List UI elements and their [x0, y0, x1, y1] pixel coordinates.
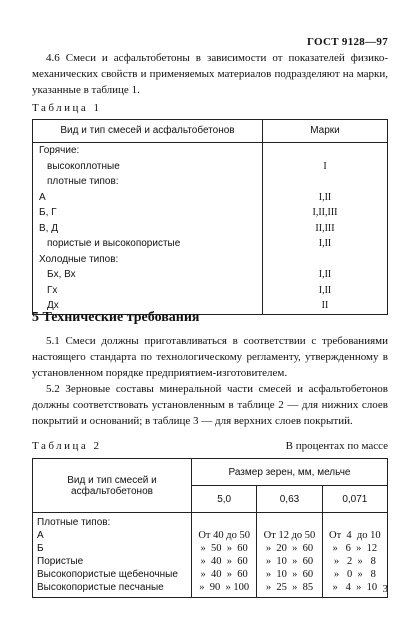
- table2-cell-value: [257, 513, 322, 530]
- table2-header-size: 0,63: [257, 486, 322, 513]
- table2-cell-value: [322, 513, 387, 530]
- table2-row: [33, 542, 388, 555]
- table2: [32, 458, 388, 598]
- table2-cell-value: [192, 513, 257, 530]
- table1-body: [33, 143, 388, 315]
- page-number: 3: [382, 583, 388, 595]
- table2-cell-type: Плотные типов:: [33, 513, 192, 530]
- table1-row: [33, 143, 388, 159]
- table2-cell-value: » 90 » 100: [192, 581, 257, 598]
- table2-cell-value: От 40 до 50: [192, 529, 257, 542]
- table1-header-marks: Марки: [263, 120, 388, 143]
- table1-cell-marks: II,III: [263, 221, 388, 237]
- table1-cell-marks: [263, 252, 388, 268]
- table1-row: [33, 267, 388, 283]
- table2-header-size: 0,071: [322, 486, 387, 513]
- table2-cell-type: Высокопористые щебеночные: [33, 568, 192, 581]
- table2-header-size: 5,0: [192, 486, 257, 513]
- table2-cell-value: » 10 » 60: [257, 555, 322, 568]
- table1-row: [33, 221, 388, 237]
- table2-cell-value: От 12 до 50: [257, 529, 322, 542]
- table1-row: [33, 252, 388, 268]
- table2-cell-value: » 50 » 60: [192, 542, 257, 555]
- paragraph-5-1: 5.1 Смеси должны приготавливаться в соответствии с требованиями настоящего стандарта по технологическому регламенту, утвержденному в установленном порядке предприятием-изготовителем.: [32, 335, 388, 379]
- table1-row: [33, 205, 388, 221]
- table1-cell-type: Бх, Вх: [33, 267, 263, 283]
- table1-caption: Таблица 1: [32, 102, 102, 114]
- table2-cell-value: » 6 » 12: [322, 542, 387, 555]
- table1-cell-type: Горячие:: [33, 143, 263, 159]
- table2-cell-type: Б: [33, 542, 192, 555]
- paragraph-5-2: 5.2 Зерновые составы минеральной части смесей и асфальтобетонов должны соответствовать установленным в таблице 2 — для нижних слоев покрытий и оснований; в таблице 3 — для верхних слоев покрытий.: [32, 383, 388, 427]
- table2-cell-type: Высокопористые песчаные: [33, 581, 192, 598]
- table2-cell-value: » 40 » 60: [192, 555, 257, 568]
- table2-row: [33, 513, 388, 530]
- table1-cell-type: высокоплотные: [33, 159, 263, 175]
- table2-body: [33, 513, 388, 598]
- table2-cell-value: » 2 » 8: [322, 555, 387, 568]
- table1-cell-marks: I,II,III: [263, 205, 388, 221]
- paragraph-4-6: 4.6 Смеси и асфальтобетоны в зависимости от показателей физико-механических свойств и применяемых материалов подразделяют на марки, указанные в таблице 1.: [32, 52, 388, 96]
- document-id: ГОСТ 9128—97: [306, 36, 388, 48]
- table2-cell-value: » 10 » 60: [257, 568, 322, 581]
- table1-cell-type: пористые и высокопористые: [33, 236, 263, 252]
- table1: [32, 119, 388, 315]
- table2-cell-type: Пористые: [33, 555, 192, 568]
- table2-cell-value: » 0 » 8: [322, 568, 387, 581]
- table2-cell-value: » 20 » 60: [257, 542, 322, 555]
- table1-cell-type: Холодные типов:: [33, 252, 263, 268]
- table1-cell-marks: I,II: [263, 190, 388, 206]
- table1-header-type: Вид и тип смесей и асфальтобетонов: [33, 120, 263, 143]
- table1-row: [33, 190, 388, 206]
- table1-cell-type: В, Д: [33, 221, 263, 237]
- table1-cell-type: плотные типов:: [33, 174, 263, 190]
- table1-cell-marks: I: [263, 159, 388, 175]
- table2-row: [33, 555, 388, 568]
- table1-cell-marks: I,II: [263, 283, 388, 299]
- table2-cell-value: » 25 » 85: [257, 581, 322, 598]
- table2-cell-value: От 4 до 10: [322, 529, 387, 542]
- table1-cell-marks: [263, 143, 388, 159]
- table1-cell-marks: I,II: [263, 267, 388, 283]
- table1-row: [33, 159, 388, 175]
- table2-row: [33, 581, 388, 598]
- table2-units-note: В процентах по массе: [285, 440, 388, 452]
- table1-cell-type: Гх: [33, 283, 263, 299]
- table2-cell-value: » 40 » 60: [192, 568, 257, 581]
- table1-row: [33, 174, 388, 190]
- table2-header-grain-size: Размер зерен, мм, мельче: [192, 459, 388, 486]
- table1-cell-marks: II: [263, 298, 388, 314]
- table1-row: [33, 236, 388, 252]
- table2-row: [33, 568, 388, 581]
- table2-caption: Таблица 2: [32, 440, 102, 452]
- table2-row: [33, 529, 388, 542]
- table2-header-type: Вид и тип смесей и асфальтобетонов: [33, 459, 192, 513]
- table1-row: [33, 283, 388, 299]
- table1-cell-marks: [263, 174, 388, 190]
- table1-cell-type: Дх: [33, 298, 263, 314]
- table2-cell-value: » 4 » 10: [322, 581, 387, 598]
- table2-cell-type: А: [33, 529, 192, 542]
- table1-cell-marks: I,II: [263, 236, 388, 252]
- section-heading: 5 Технические требования: [32, 310, 200, 325]
- table1-cell-type: Б, Г: [33, 205, 263, 221]
- table1-cell-type: А: [33, 190, 263, 206]
